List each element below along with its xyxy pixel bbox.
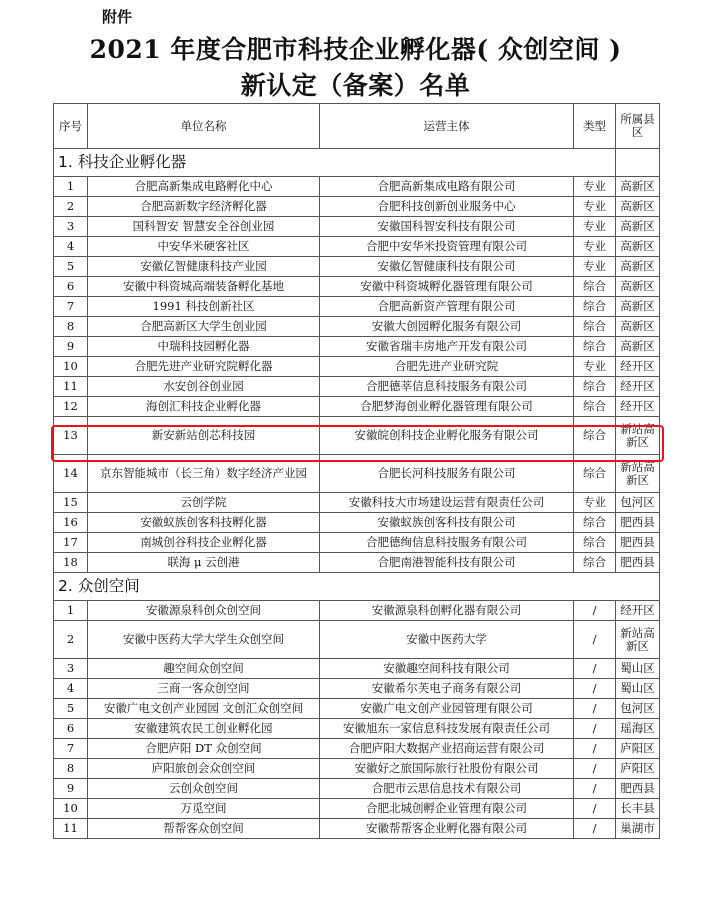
cell-type: 综合 xyxy=(574,533,616,553)
cell-operator: 合肥德莘信息科技服务有限公司 xyxy=(320,377,574,397)
cell-type: / xyxy=(574,779,616,799)
cell-unit: 海创汇科技企业孵化器 xyxy=(88,397,320,417)
cell-no: 3 xyxy=(54,659,88,679)
table-row xyxy=(54,317,660,337)
cell-district: 包河区 xyxy=(616,493,660,513)
cell-type: 综合 xyxy=(574,297,616,317)
cell-type: 综合 xyxy=(574,455,616,493)
cell-no: 4 xyxy=(54,679,88,699)
cell-operator: 安徽旭东一家信息科技发展有限责任公司 xyxy=(320,719,574,739)
blank-cell xyxy=(616,149,660,177)
cell-type: 综合 xyxy=(574,553,616,573)
cell-no: 5 xyxy=(54,257,88,277)
cell-operator: 安徽广电文创产业园管理有限公司 xyxy=(320,699,574,719)
table-row xyxy=(54,759,660,779)
cell-no: 8 xyxy=(54,317,88,337)
attachment-label: 附件 xyxy=(102,8,133,26)
table-header-row xyxy=(54,104,660,149)
cell-type: / xyxy=(574,799,616,819)
cell-unit: 安徽广电文创产业园园 文创汇众创空间 xyxy=(88,699,320,719)
cell-operator: 安徽蚁族创客科技有限公司 xyxy=(320,513,574,533)
cell-type: 综合 xyxy=(574,317,616,337)
incubator-list-table xyxy=(53,103,660,839)
cell-no: 2 xyxy=(54,621,88,659)
cell-operator: 安徽国科智安科技有限公司 xyxy=(320,217,574,237)
cell-unit: 中安华米硬客社区 xyxy=(88,237,320,257)
cell-unit: 合肥高新集成电路孵化中心 xyxy=(88,177,320,197)
cell-unit: 帮帮客众创空间 xyxy=(88,819,320,839)
cell-district: 高新区 xyxy=(616,177,660,197)
table-row xyxy=(54,553,660,573)
cell-type: 综合 xyxy=(574,513,616,533)
table-row xyxy=(54,719,660,739)
section1-title-row xyxy=(54,149,660,177)
cell-district: 经开区 xyxy=(616,397,660,417)
cell-operator: 合肥中安华米投资管理有限公司 xyxy=(320,237,574,257)
cell-type: 专业 xyxy=(574,177,616,197)
cell-operator: 安徽希尔芙电子商务有限公司 xyxy=(320,679,574,699)
cell-type: 综合 xyxy=(574,337,616,357)
cell-type: 专业 xyxy=(574,217,616,237)
table-row xyxy=(54,337,660,357)
cell-district: 新站高新区 xyxy=(616,417,660,455)
cell-operator: 安徽中医药大学 xyxy=(320,621,574,659)
cell-no: 14 xyxy=(54,455,88,493)
cell-unit: 1991 科技创新社区 xyxy=(88,297,320,317)
cell-type: 专业 xyxy=(574,197,616,217)
cell-no: 18 xyxy=(54,553,88,573)
cell-no: 8 xyxy=(54,759,88,779)
cell-type: / xyxy=(574,601,616,621)
cell-operator: 安徽大创园孵化服务有限公司 xyxy=(320,317,574,337)
table-row xyxy=(54,621,660,659)
section2-title-row xyxy=(54,573,660,601)
table-row xyxy=(54,197,660,217)
cell-type: / xyxy=(574,759,616,779)
cell-unit: 安徽亿智健康科技产业园 xyxy=(88,257,320,277)
cell-no: 9 xyxy=(54,779,88,799)
table-row xyxy=(54,513,660,533)
cell-operator: 安徽省瑞丰房地产开发有限公司 xyxy=(320,337,574,357)
cell-district: 高新区 xyxy=(616,237,660,257)
table-row xyxy=(54,739,660,759)
cell-unit: 合肥先进产业研究院孵化器 xyxy=(88,357,320,377)
cell-unit: 南城创谷科技企业孵化器 xyxy=(88,533,320,553)
cell-no: 6 xyxy=(54,277,88,297)
cell-no: 13 xyxy=(54,417,88,455)
header-unit-name: 单位名称 xyxy=(88,104,320,149)
document-title-line2: 新认定（备案）名单 xyxy=(240,71,471,100)
cell-type: 专业 xyxy=(574,493,616,513)
cell-no: 11 xyxy=(54,819,88,839)
header-no: 序号 xyxy=(54,104,88,149)
cell-unit: 中瑞科技园孵化器 xyxy=(88,337,320,357)
cell-no: 6 xyxy=(54,719,88,739)
cell-operator: 合肥梦海创业孵化器管理有限公司 xyxy=(320,397,574,417)
cell-unit: 云创学院 xyxy=(88,493,320,513)
cell-unit: 京东智能城市（长三角）数字经济产业园 xyxy=(88,455,320,493)
cell-no: 4 xyxy=(54,237,88,257)
cell-district: 高新区 xyxy=(616,337,660,357)
cell-no: 2 xyxy=(54,197,88,217)
cell-district: 肥西县 xyxy=(616,513,660,533)
cell-operator: 合肥庐阳大数据产业招商运营有限公司 xyxy=(320,739,574,759)
cell-district: 巢湖市 xyxy=(616,819,660,839)
cell-unit: 安徽建筑农民工创业孵化园 xyxy=(88,719,320,739)
cell-unit: 合肥庐阳 DT 众创空间 xyxy=(88,739,320,759)
cell-operator: 安徽好之旅国际旅行社股份有限公司 xyxy=(320,759,574,779)
cell-operator: 合肥德绚信息科技服务有限公司 xyxy=(320,533,574,553)
table-row xyxy=(54,277,660,297)
table-row xyxy=(54,679,660,699)
table-row xyxy=(54,699,660,719)
cell-no: 15 xyxy=(54,493,88,513)
cell-no: 17 xyxy=(54,533,88,553)
table-row xyxy=(54,257,660,277)
cell-district: 经开区 xyxy=(616,357,660,377)
cell-unit: 水安创谷创业园 xyxy=(88,377,320,397)
cell-district: 经开区 xyxy=(616,601,660,621)
table-row xyxy=(54,601,660,621)
cell-operator: 合肥南港智能科技有限公司 xyxy=(320,553,574,573)
cell-operator: 安徽科技大市场建设运营有限责任公司 xyxy=(320,493,574,513)
table-row xyxy=(54,217,660,237)
table-row xyxy=(54,237,660,257)
cell-no: 1 xyxy=(54,177,88,197)
cell-district: 高新区 xyxy=(616,297,660,317)
cell-operator: 安徽亿智健康科技有限公司 xyxy=(320,257,574,277)
cell-type: 专业 xyxy=(574,237,616,257)
table-row xyxy=(54,533,660,553)
cell-unit: 联海 μ 云创港 xyxy=(88,553,320,573)
cell-no: 9 xyxy=(54,337,88,357)
header-district: 所属县区 xyxy=(616,104,660,149)
table-row xyxy=(54,799,660,819)
cell-no: 12 xyxy=(54,397,88,417)
cell-district: 瑶海区 xyxy=(616,719,660,739)
cell-no: 3 xyxy=(54,217,88,237)
cell-district: 长丰县 xyxy=(616,799,660,819)
cell-unit: 安徽中科资城高端装备孵化基地 xyxy=(88,277,320,297)
table-row xyxy=(54,779,660,799)
cell-unit: 新安新站创芯科技园 xyxy=(88,417,320,455)
cell-no: 1 xyxy=(54,601,88,621)
cell-type: / xyxy=(574,659,616,679)
cell-unit: 国科智安 智慧安全谷创业园 xyxy=(88,217,320,237)
cell-unit: 云创众创空间 xyxy=(88,779,320,799)
table-row xyxy=(54,397,660,417)
section2-title: 2. 众创空间 xyxy=(54,573,660,601)
cell-type: 综合 xyxy=(574,417,616,455)
cell-operator: 安徽趣空间科技有限公司 xyxy=(320,659,574,679)
cell-district: 经开区 xyxy=(616,377,660,397)
cell-district: 高新区 xyxy=(616,317,660,337)
header-operator: 运营主体 xyxy=(320,104,574,149)
cell-type: / xyxy=(574,679,616,699)
cell-district: 蜀山区 xyxy=(616,679,660,699)
cell-operator: 合肥先进产业研究院 xyxy=(320,357,574,377)
cell-operator: 安徽帮帮客企业孵化器有限公司 xyxy=(320,819,574,839)
cell-no: 7 xyxy=(54,739,88,759)
cell-district: 庐阳区 xyxy=(616,759,660,779)
cell-unit: 趣空间众创空间 xyxy=(88,659,320,679)
cell-district: 新站高新区 xyxy=(616,455,660,493)
cell-type: 专业 xyxy=(574,257,616,277)
cell-no: 16 xyxy=(54,513,88,533)
table-row xyxy=(54,297,660,317)
cell-unit: 安徽中医药大学大学生众创空间 xyxy=(88,621,320,659)
cell-unit: 庐阳旅创会众创空间 xyxy=(88,759,320,779)
table-row xyxy=(54,659,660,679)
header-type: 类型 xyxy=(574,104,616,149)
cell-operator: 合肥高新集成电路有限公司 xyxy=(320,177,574,197)
section1-title: 1. 科技企业孵化器 xyxy=(54,149,616,177)
cell-no: 10 xyxy=(54,357,88,377)
table-row xyxy=(54,357,660,377)
cell-district: 包河区 xyxy=(616,699,660,719)
cell-district: 高新区 xyxy=(616,277,660,297)
cell-type: 专业 xyxy=(574,357,616,377)
cell-no: 5 xyxy=(54,699,88,719)
cell-type: / xyxy=(574,699,616,719)
cell-district: 庐阳区 xyxy=(616,739,660,759)
cell-operator: 合肥长河科技服务有限公司 xyxy=(320,455,574,493)
cell-type: / xyxy=(574,739,616,759)
cell-no: 11 xyxy=(54,377,88,397)
cell-type: / xyxy=(574,719,616,739)
table-row xyxy=(54,819,660,839)
cell-unit: 合肥高新数字经济孵化器 xyxy=(88,197,320,217)
cell-district: 新站高新区 xyxy=(616,621,660,659)
table-row xyxy=(54,417,660,455)
cell-district: 高新区 xyxy=(616,217,660,237)
cell-unit: 合肥高新区大学生创业园 xyxy=(88,317,320,337)
cell-operator: 合肥高新资产管理有限公司 xyxy=(320,297,574,317)
cell-district: 蜀山区 xyxy=(616,659,660,679)
table-row xyxy=(54,177,660,197)
cell-district: 高新区 xyxy=(616,197,660,217)
cell-no: 10 xyxy=(54,799,88,819)
table-row xyxy=(54,377,660,397)
cell-operator: 安徽源泉科创孵化器有限公司 xyxy=(320,601,574,621)
cell-operator: 合肥科技创新创业服务中心 xyxy=(320,197,574,217)
cell-type: 综合 xyxy=(574,397,616,417)
cell-district: 肥西县 xyxy=(616,779,660,799)
cell-type: 综合 xyxy=(574,377,616,397)
document-title-line1: 2021 年度合肥市科技企业孵化器( 众创空间 ) xyxy=(89,35,622,64)
cell-unit: 安徽蚁族创客科技孵化器 xyxy=(88,513,320,533)
cell-district: 高新区 xyxy=(616,257,660,277)
cell-district: 肥西县 xyxy=(616,553,660,573)
cell-type: 综合 xyxy=(574,277,616,297)
cell-district: 肥西县 xyxy=(616,533,660,553)
table-row xyxy=(54,493,660,513)
cell-unit: 安徽源泉科创众创空间 xyxy=(88,601,320,621)
cell-operator: 安徽中科资城孵化器管理有限公司 xyxy=(320,277,574,297)
cell-type: / xyxy=(574,819,616,839)
cell-type: / xyxy=(574,621,616,659)
cell-operator: 合肥市云思信息技术有限公司 xyxy=(320,779,574,799)
cell-operator: 合肥北城创孵企业管理有限公司 xyxy=(320,799,574,819)
cell-unit: 三商一客众创空间 xyxy=(88,679,320,699)
cell-unit: 万觅空间 xyxy=(88,799,320,819)
table-row xyxy=(54,455,660,493)
cell-no: 7 xyxy=(54,297,88,317)
cell-operator: 安徽皖创科技企业孵化服务有限公司 xyxy=(320,417,574,455)
